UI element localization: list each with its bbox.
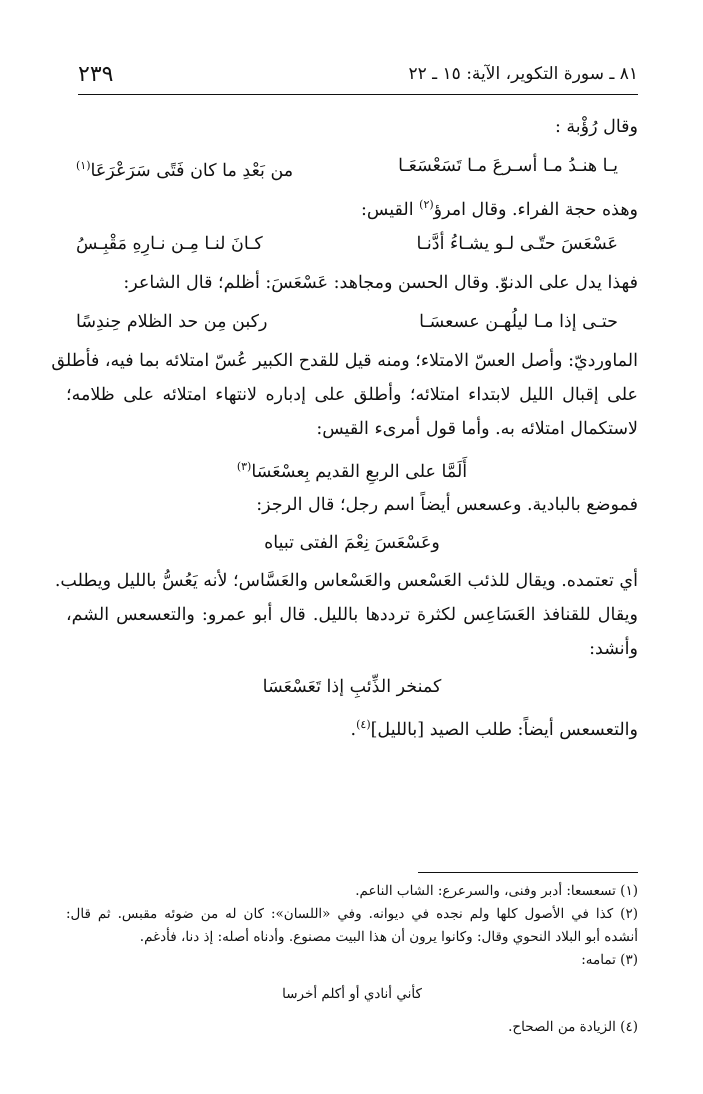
footnote-verse: كأني أنادي أو أكلم أخرسا <box>282 986 422 1002</box>
verse-hemistich-first: يـا هنـدُ مـا أسـرعَ مـا تَسَعْسَعَـا <box>398 156 618 176</box>
text-run: . <box>350 719 357 740</box>
footnote-marker: (٢) <box>419 198 434 211</box>
text-run: وهذه حجة الفراء. وقال امرؤ <box>433 199 638 220</box>
footnote: (٣) تمامه: <box>581 952 638 968</box>
footnote-marker: (١) <box>76 159 91 172</box>
text-line: أي تعتمده. ويقال للذئب العَسْعس والعَسْعاس والعَسَّاس؛ لأنه يَعُسُّ بالليل ويطلب. <box>54 571 638 591</box>
footnote-marker: (٣) <box>236 460 252 473</box>
footnote: (٤) الزيادة من الصحاح. <box>508 1019 638 1035</box>
verse-hemistich-first: عَسْعَسَ حتّـى لـو يشـاءُ أدَّنـا <box>416 234 618 254</box>
verse-text: أَلَمَّا على الربعِ القديم بِعسْعَسَا <box>251 461 468 482</box>
running-title: ٨١ ـ سورة التكوير، الآية: ١٥ ـ ٢٢ <box>408 64 638 84</box>
page-number: ٢٣٩ <box>78 62 114 87</box>
text-line <box>66 708 638 742</box>
text-line: وقال رُؤْبة : <box>554 117 638 137</box>
verse-quote: كمنخر الذِّئبِ إذا تَعَسْعَسَا <box>262 677 442 697</box>
footnotes <box>66 880 638 1039</box>
footnote-divider <box>418 872 638 873</box>
footnote-marker: (٤) <box>356 718 371 731</box>
text-line: لاستكمال امتلائه به. وأما قول أمرىء القيس: <box>316 419 638 439</box>
text-run: القيس: <box>361 199 420 220</box>
footnote-continuation: أنشده أبو البلاد النحوي وقال: وكانوا يرون أن هذا البيت مصنوع. وأدناه أصله: إذ دنا، فأدغم. <box>139 929 638 945</box>
verse-line <box>66 222 638 266</box>
verse-hemistich-second: كـانَ لنـا مِـن نـارِهِ مَقْبِـسُ <box>76 234 263 254</box>
verse-quote <box>66 446 638 488</box>
verse-hemistich-first: حتـى إذا مـا ليلُهـن عسعسَـا <box>419 312 618 332</box>
main-text <box>51 110 638 742</box>
text-line: فهذا يدل على الدنوّ. وقال الحسن ومجاهد: عَسْعَسَ: أظلم؛ قال الشاعر: <box>123 273 638 293</box>
text-line: على إقبال الليل لابتداء امتلائه؛ وأطلق على إدباره لانتهاء امتلائه على ظلامه؛ <box>66 385 638 405</box>
text-line <box>66 188 638 222</box>
text-line: الماورديّ: وأصل العسّ الامتلاء؛ ومنه قيل للقدح الكبير عُسّ امتلائه بما فيه، فأطلق <box>51 351 638 371</box>
text-line: فموضع بالبادية. وعسعس أيضاً اسم رجل؛ قال الرجز: <box>256 495 638 515</box>
text-line: وأنشد: <box>589 639 638 659</box>
verse-hemistich-second: ركبن مِن حد الظلام حِندِسًا <box>76 312 268 332</box>
page-header <box>78 58 638 95</box>
footnote: (١) تسعسعا: أدبر وفنى، والسرعرع: الشاب الناعم. <box>355 883 638 899</box>
text-run: والتعسعس أيضاً: طلب الصيد [بالليل] <box>370 719 638 740</box>
verse-hemistich-second <box>76 144 293 188</box>
verse-text: من بَعْدِ ما كان فَتًى سَرَعْرَعَا <box>90 160 294 181</box>
text-line: ويقال للقنافذ العَسَاعِس لكثرة ترددها بالليل. قال أبو عمرو: والتعسعس الشم، <box>66 605 638 625</box>
verse-line <box>66 300 638 344</box>
verse-line <box>66 144 638 188</box>
verse-quote: وعَسْعَسَ نِعْمَ الفتى تبياه <box>264 533 440 553</box>
footnote: (٢) كذا في الأصول كلها ولم نجده في ديوانه. وفي «اللسان»: كان له من ضوئه مقبس. ثم قال: <box>66 906 638 922</box>
